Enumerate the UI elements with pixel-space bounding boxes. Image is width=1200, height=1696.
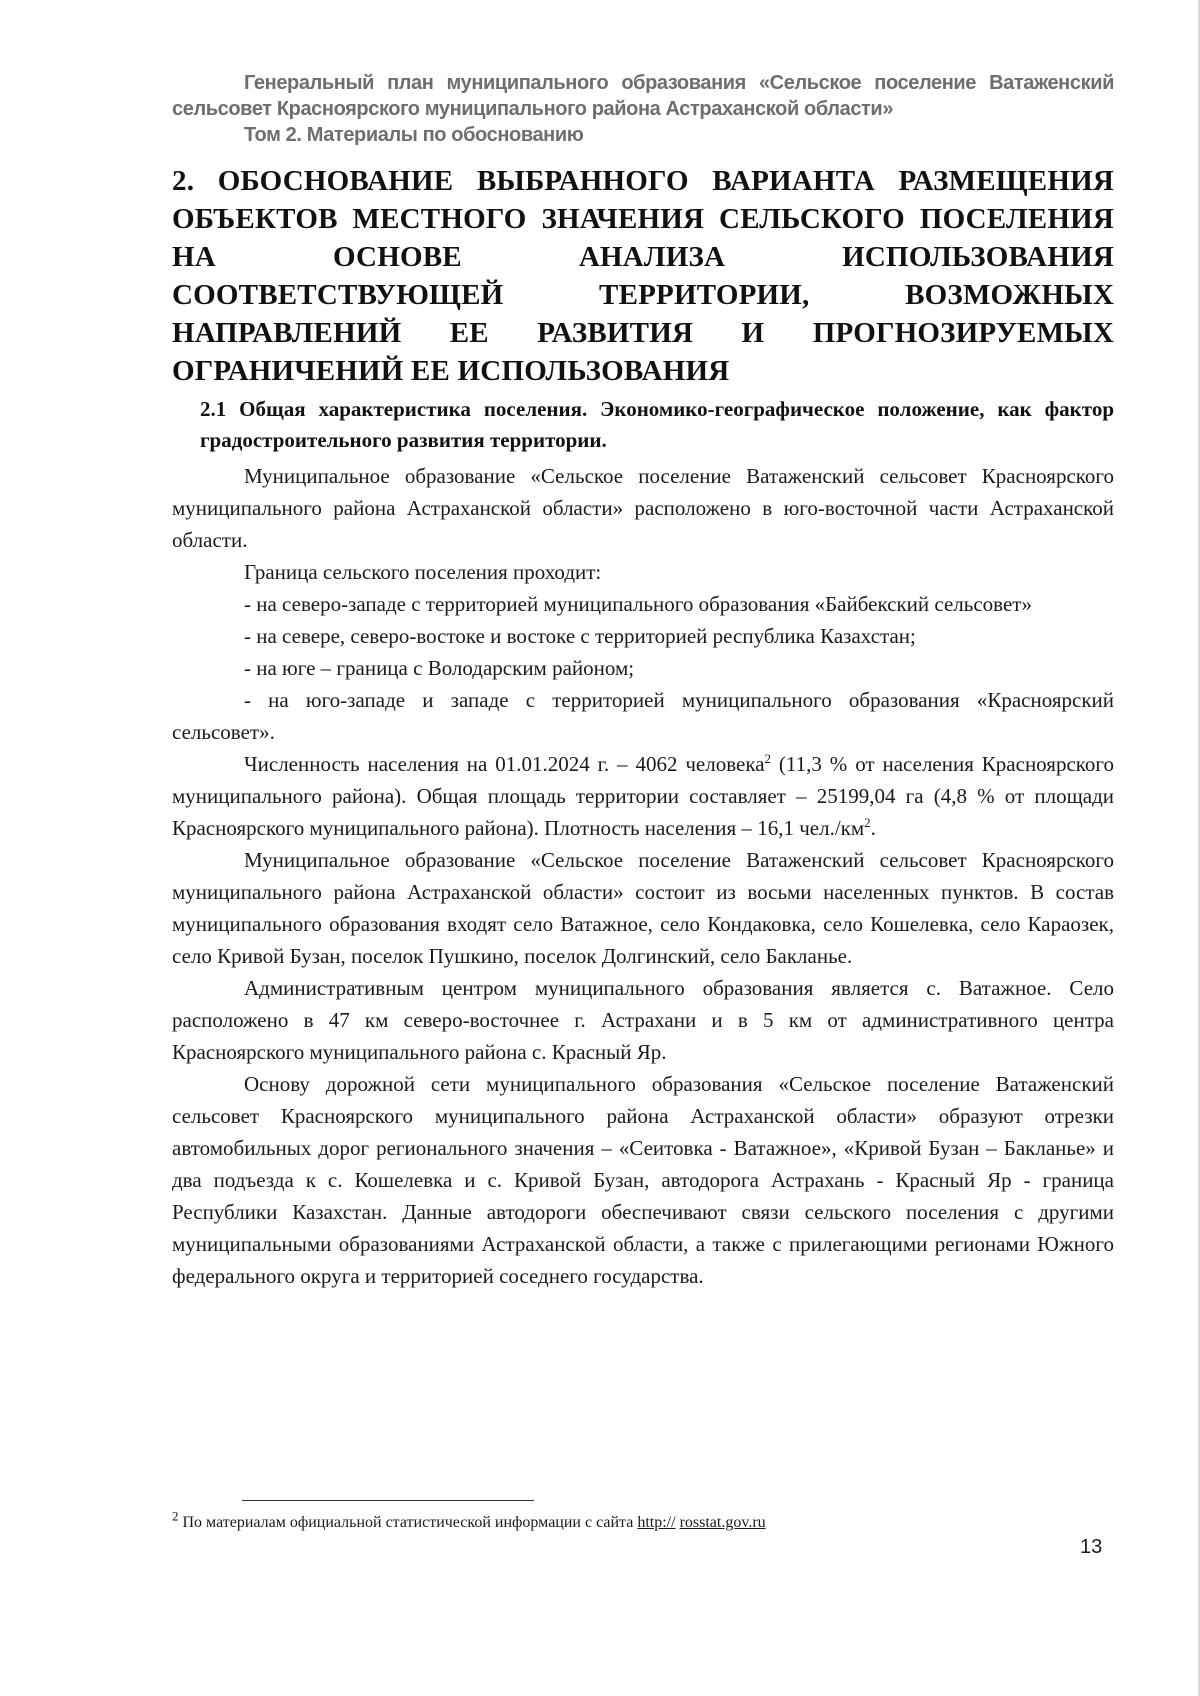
paragraph-border-intro: Граница сельского поселения проходит:	[244, 560, 602, 584]
population-text-b: (11,3 % от населения Красноярского муниципального района). Общая площадь территории составляет – 25199,04 га (4,8 % от площади Красноярского муниципального района). Плотность населения – 16,1 чел./км	[172, 752, 1114, 840]
header-line-2: сельсовет Красноярского муниципального района Астраханской области»	[172, 98, 894, 120]
paragraph-admin-center: Административным центром муниципального образования является с. Ватажное. Село расположено в 47 км северо-восточнее г. Астрахани и в 5 км от административного центра Красноярского муниципального района с. Красный Яр.	[172, 976, 1114, 1064]
superscript-square: 2	[864, 815, 871, 830]
paragraph-population	[172, 748, 1114, 844]
body-text	[172, 460, 1114, 1292]
header-line-1: Генеральный план муниципального образования «Сельское поселение Ватаженский	[244, 72, 1114, 94]
border-item-southwest-west: - на юго-западе и западе с территорией муниципального образования «Красноярский сельсовет».	[172, 688, 1114, 744]
footnote-marker: 2	[172, 1508, 179, 1524]
footnote-link-domain[interactable]: rosstat.gov.ru	[679, 1514, 766, 1531]
page-number: 13	[1080, 1536, 1103, 1558]
population-text-c: .	[870, 816, 876, 840]
paragraph-intro: Муниципальное образование «Сельское поселение Ватаженский сельсовет Красноярского муниципального района Астраханской области» расположено в юго-восточной части Астраханской области.	[172, 464, 1114, 552]
border-item-northwest: - на северо-западе с территорией муниципального образования «Байбекский сельсовет»	[244, 592, 1032, 616]
section-title: 2.1 Общая характеристика поселения. Экономико-географическое положение, как фактор градостроительного развития территории.	[200, 397, 1114, 452]
header-volume: Том 2. Материалы по обоснованию	[244, 124, 584, 146]
running-header	[172, 70, 1114, 148]
document-page	[172, 70, 1114, 1292]
footnote	[172, 1508, 1114, 1534]
footnote-ref[interactable]: 2	[764, 751, 772, 766]
border-item-north-east: - на севере, северо-востоке и востоке с территорией республика Казахстан;	[244, 624, 916, 648]
border-item-south: - на юге – граница с Володарским районом;	[244, 656, 635, 680]
paragraph-settlements: Муниципальное образование «Сельское поселение Ватаженский сельсовет Красноярского муниципального района Астраханской области» состоит из восьми населенных пунктов. В состав муниципального образования входят село Ватажное, село Кондаковка, село Кошелевка, село Караозек, село Кривой Бузан, поселок Пушкино, поселок Долгинский, село Бакланье.	[172, 848, 1114, 968]
footnote-link-protocol[interactable]: http://	[637, 1514, 676, 1531]
footnote-text: По материалам официальной статистической информации с сайта	[178, 1514, 638, 1531]
chapter-title: 2. ОБОСНОВАНИЕ ВЫБРАННОГО ВАРИАНТА РАЗМЕЩЕНИЯ ОБЪЕКТОВ МЕСТНОГО ЗНАЧЕНИЯ СЕЛЬСКОГО ПОСЕЛЕНИЯ НА ОСНОВЕ АНАЛИЗА ИСПОЛЬЗОВАНИЯ СООТВЕТСТВУЮЩЕЙ ТЕРРИТОРИИ, ВОЗМОЖНЫХ НАПРАВЛЕНИЙ ЕЕ РАЗВИТИЯ И ПРОГНОЗИРУЕМЫХ ОГРАНИЧЕНИЙ ЕЕ ИСПОЛЬЗОВАНИЯ	[172, 165, 1114, 387]
paragraph-road-network: Основу дорожной сети муниципального образования «Сельское поселение Ватаженский сельсовет Красноярского муниципального района Астраханской области» образуют отрезки автомобильных дорог регионального значения – «Сеитовка - Ватажное», «Кривой Бузан – Бакланье» и два подъезда к с. Кошелевка и с. Кривой Бузан, автодорога Астрахань - Красный Яр - граница Республики Казахстан. Данные автодороги обеспечивают связи сельского поселения с другими муниципальными образованиями Астраханской области, а также с прилегающими регионами Южного федерального округа и территорией соседнего государства.	[172, 1072, 1114, 1288]
population-text-a: Численность населения на 01.01.2024 г. – 4062 человека	[244, 752, 765, 776]
footnote-separator	[242, 1500, 534, 1501]
